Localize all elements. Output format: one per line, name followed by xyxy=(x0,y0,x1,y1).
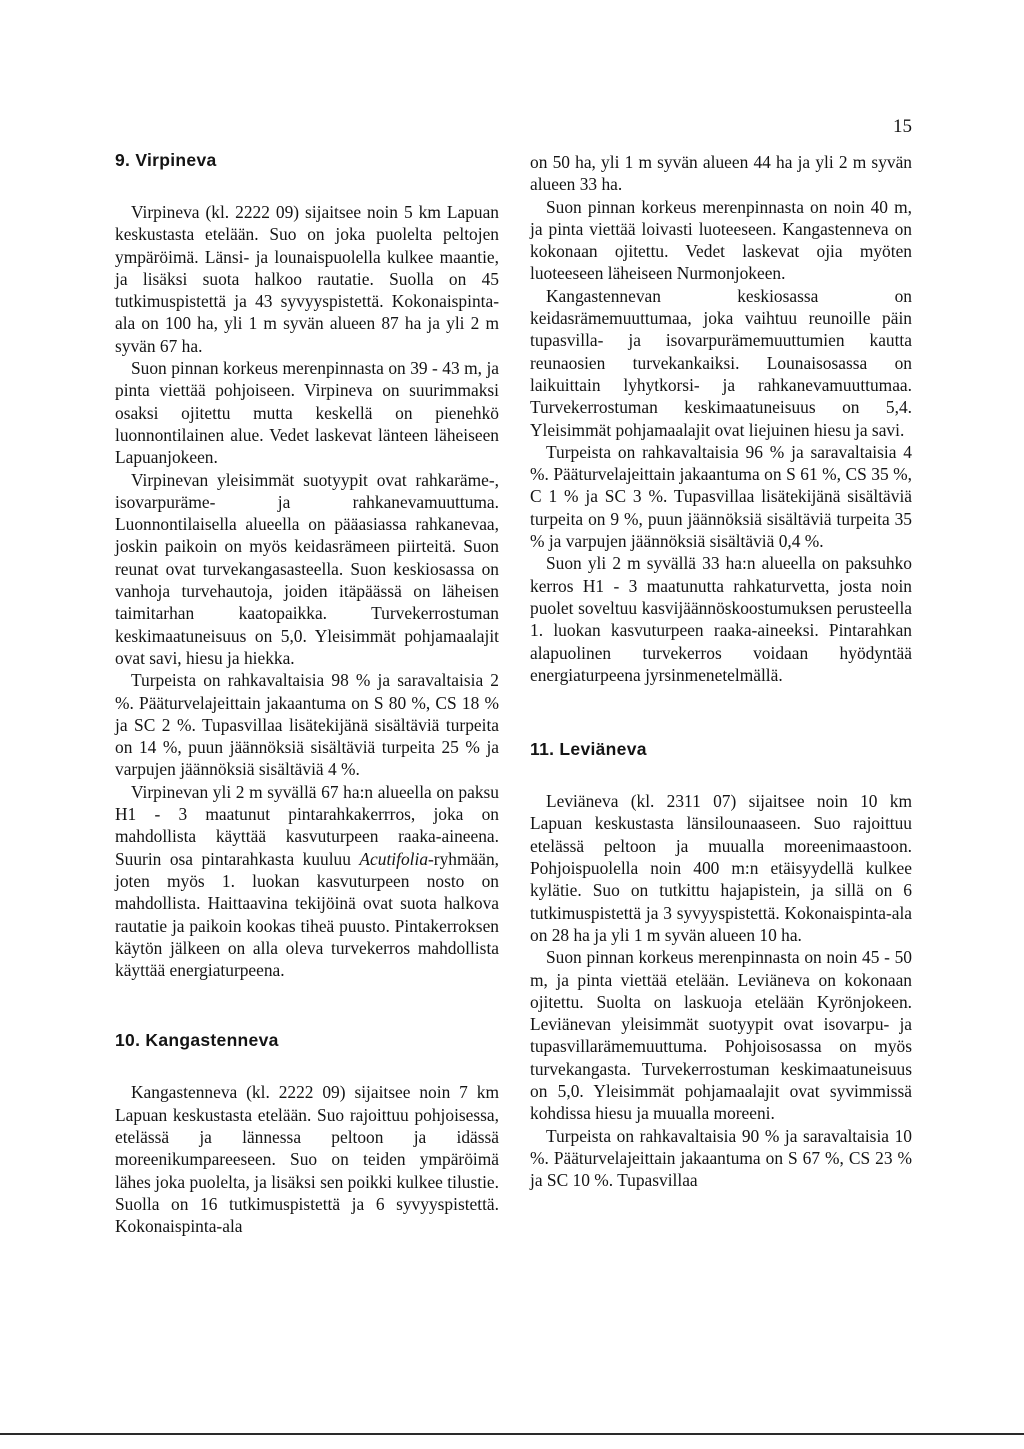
paragraph: Leviäneva (kl. 2311 07) sijaitsee noin 10 km Lapuan keskustasta länsilounaaseen. Suo rajoittuu etelässä peltoon ja muualla moreenimaastoon. Pohjoispuolella noin 400 m:n etäisyydellä kulkee kylätie. Suo on tutkittu hajapistein, ja sillä on 6 tutkimuspistettä ja 3 syvyyspistettä. Kokonaispinta-ala on 28 ha ja yli 1 m syvän alueen 10 ha. xyxy=(530,791,912,945)
italic-term: Acutifolia xyxy=(359,848,429,869)
paragraph-continued: on 50 ha, yli 1 m syvän alueen 44 ha ja yli 2 m syvän alueen 33 ha. xyxy=(530,152,912,195)
section-heading-virpineva: 9. Virpineva xyxy=(115,150,217,170)
paragraph: Virpineva (kl. 2222 09) sijaitsee noin 5 km Lapuan keskustasta etelään. Suo on joka puolelta peltojen ympäröimä. Länsi- ja lounaispuolella kulkee maantie, ja lisäksi suota halkoo rautatie. Suolla on 45 tutkimuspistettä ja 43 syvyyspistettä. Kokonaispinta-ala on 100 ha, yli 1 m syvän alueen 87 ha ja yli 2 m syvän 67 ha. xyxy=(115,202,499,356)
paragraph: Suon pinnan korkeus merenpinnasta on noin 45 - 50 m, ja pinta viettää etelään. Leviäneva on kokonaan ojitettu. Suolta on laskuoja etelään Kyrönjokeen. Leviänevan yleisimmät suotyypit ovat isovarpu- ja tupasvillarämemuuttuma. Pohjoisosassa on myös turvekangasta. Turvekerrostuman keskimaatuneisuus on 5,0. Yleisimmät pohjamaalajit ovat syvimmissä kohdissa hiesu ja muualla moreeni. xyxy=(530,947,912,1124)
paragraph: Suon pinnan korkeus merenpinnasta on 39 - 43 m, ja pinta viettää pohjoiseen. Virpineva on suurimmaksi osaksi ojitettu mutta keskellä on pienehkö luonnontilainen alue. Vedet laskevat länteen läheiseen Lapuanjokeen. xyxy=(115,358,499,468)
paragraph: Suon pinnan korkeus merenpinnasta on noin 40 m, ja pinta viettää loivasti luoteeseen. Kangastenneva on kokonaan ojitettu. Vedet laskevat ojia myöten luoteeseen läheiseen Nurmonjokeen. xyxy=(530,196,912,284)
paragraph: Turpeista on rahkavaltaisia 90 % ja saravaltaisia 10 %. Pääturvelajeittain jakaantuma on S 67 %, CS 23 % ja SC 10 %. Tupasvillaa xyxy=(530,1125,912,1191)
section-heading-levianeva: 11. Leviäneva xyxy=(530,739,647,760)
paragraph: Kangastenneva (kl. 2222 09) sijaitsee noin 7 km Lapuan keskustasta etelään. Suo rajoittuu pohjoisessa, etelässä ja lännessa peltoon ja idässä moreenikumpareeseen. Suo on teiden ympäröimä lähes joka puolelta, ja lisäksi sen poikki kulkee tilustie. Suolla on 16 tutkimuspistettä ja 6 syvyyspistettä. Kokonaispinta-ala xyxy=(115,1082,499,1237)
paragraph: Turpeista on rahkavaltaisia 96 % ja saravaltaisia 4 %. Pääturvelajeittain jakaantuma on S 61 %, CS 35 %, C 1 % ja SC 3 %. Tupasvillaa lisätekijänä sisältäviä turpeita on 9 %, puun jäännöksiä sisältäviä turpeita 35 % ja varpujen jäännöksiä sisältäviä 0,4 %. xyxy=(530,441,912,552)
paragraph: Turpeista on rahkavaltaisia 98 % ja saravaltaisia 2 %. Pääturvelajeittain jakaantuma on S 80 %, CS 18 % ja SC 2 %. Tupasvillaa lisätekijänä sisältäviä turpeita on 14 %, puun jäännöksiä sisältäviä turpeita 25 % ja varpujen jäännöksiä sisältäviä 4 %. xyxy=(115,670,499,780)
section-heading-kangastenneva: 10. Kangastenneva xyxy=(115,1030,279,1051)
text-run: -ryhmään, joten myös 1. luokan kasvuturpeen nosto on mahdollista. Haittaavina tekijöinä ovat suota halkova rautatie ja paikoin kookas tiheä puusto. Pintakerroksen käytön jälkeen on alla oleva turvekerros mahdollista käyttää energiaturpeena. xyxy=(115,848,499,981)
paragraph: Virpinevan yleisimmät suotyypit ovat rahkaräme-, isovarpuräme- ja rahkanevamuuttuma. Luonnontilaisella alueella on pääasiassa rahkanevaa, joskin paikoin on myös keidasrämeen piirteitä. Suon reunat ovat turvekangasasteella. Suon keskiosassa on vanhoja turvehautoja, joiden itäpäässä on läheisen taimitarhan kaatopaikka. Turvekerrostuman keskimaatuneisuus on 5,0. Yleisimmät pohjamaalajit ovat savi, hiesu ja hiekka. xyxy=(115,469,499,668)
bottom-rule xyxy=(0,1433,1024,1435)
text-run: Virpinevan yli 2 m syvällä 67 ha:n alueella on paksu H1 - 3 maatunut pintarahkakerrros, joka on mahdollista käyttää kasvuturpeen raaka-aineena. Suurin osa pintarahkasta kuuluu xyxy=(115,781,499,869)
left-column xyxy=(115,149,499,1237)
paragraph: Suon yli 2 m syvällä 33 ha:n alueella on paksuhko kerros H1 - 3 maatunutta rahkaturvetta, josta noin puolet soveltuu kasvijäännöskoostumuksen perusteella 1. luokan kasvuturpeen raaka-aineeksi. Pintarahkan alapuolinen turvekerros voidaan hyödyntää energiaturpeena jyrsinmenetelmällä. xyxy=(530,553,912,685)
paragraph: Kangastennevan keskiosassa on keidasrämemuuttumaa, joka vaihtuu reunoille päin tupasvilla- ja isovarpurämemuuttumien kautta reunaosien turvekankaiksi. Lounaisosassa on laikuittain lyhytkorsi- ja rahkanevamuuttumaa. Turvekerrostuman keskimaatuneisuus on 5,4. Yleisimmät pohjamaalajit ovat liejuinen hiesu ja savi. xyxy=(530,285,912,440)
paragraph xyxy=(115,781,499,982)
page-number: 15 xyxy=(893,116,912,137)
right-column xyxy=(530,151,912,1191)
